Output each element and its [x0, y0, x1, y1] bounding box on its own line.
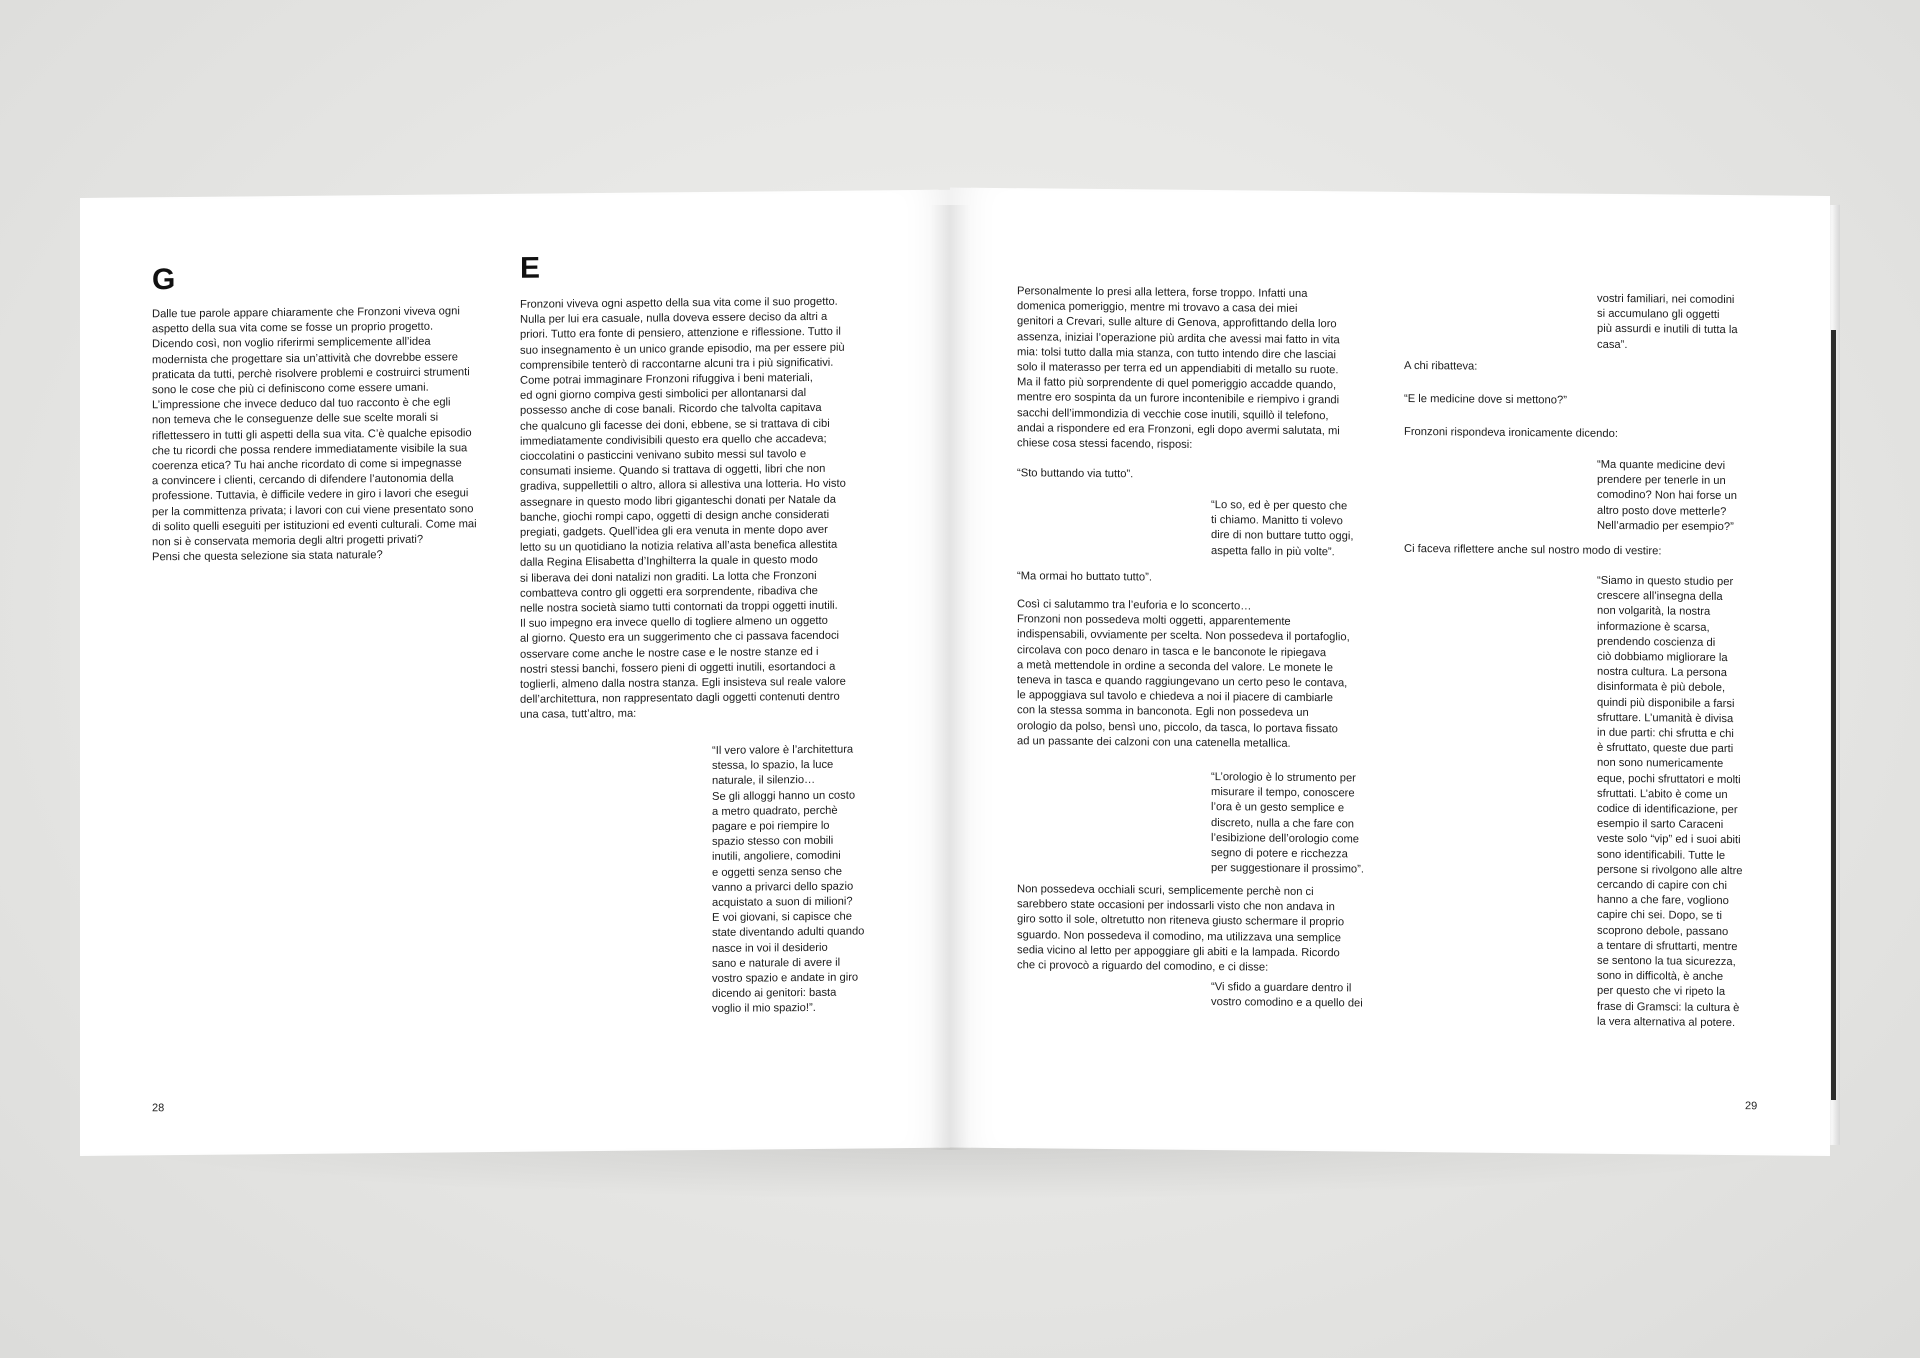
- col1-quote-3: “Vi sfido a guardare dentro il vostro comodino e a quello dei: [1211, 981, 1363, 1010]
- section-g-text: Dalle tue parole appare chiaramente che Fronzoni viveva ogni aspetto della sua vita come se fosse un proprio progetto. Dicendo così, non voglio riferirmi semplicemente all’idea modernista che progettare sia un’attività che dovrebbe essere praticata da tutti, perchè risolvere problemi e costruirci strumenti sono le cose che più ci definiscono come essere umani. L’impressione che invece deduco dal tuo racconto è che egli non temeva che le conseguenze delle sue scelte morali si riflettessero in tutti gli aspetti della sua vita. C’è qualche episodio che tu ricordi che possa rendere immediatamente visibile la sua coerenza etica? Tu hai anche ricordato di come si impegnasse a convincere i clienti, cercando di difendere l’autonomia della professione. Tuttavia, è difficile vedere in giro i lavori che esegui per la committenza privata; i lavori con cui viene presentato sono di solito quelli eseguiti per istituzioni ed eventi culturali. Come mai non si è conservata memoria degli altri progetti privati? Pensi che questa selezione sia stata naturale?: [152, 305, 477, 564]
- col2-quote-3: “Siamo in questo studio per crescere all’insegna della non volgarità, la nostra informazione è scarsa, prendendo coscienza di ciò dobbiamo migliorare la nostra cultura. La persona disinformata è più debole, quindi più disponibile a farsi sfruttare. L’umanità è divisa in due parti: chi sfrutta e chi è sfruttato, queste due parti non sono numericamente eque, pochi sfruttatori e molti sfruttati. L’abito è come un codice di identificazione, per esempio il sarto Caraceni veste solo “vip” ed i suoi abiti sono identificabili. Tutte le persone si rivolgono alle altre cercando di capire con chi hanno a che fare, vogliono capire chi sei. Dopo, se ti scoprono debole, passano a tentare di sfruttarti, mentre se sentono la tua sicurezza, sono in difficoltà, è anche per questo che vi ripeto la frase di Gramsci: la cultura è la vera alternativa al potere.: [1597, 574, 1743, 1029]
- section-initial-g: G: [152, 263, 176, 297]
- col1-quote-2: “L’orologio è lo strumento per misurare il tempo, conoscere l’ora è un gesto semplice e discreto, nulla a che fare con l’esibizione dell’orologio come segno di potere e ricchezza per suggestionare il prossimo”.: [1211, 771, 1364, 876]
- page-number-right: 29: [1745, 1100, 1758, 1113]
- cover-edge: [1831, 330, 1836, 1100]
- col1-paragraph-3: “Ma ormai ho buttato tutto”.: [1017, 570, 1152, 584]
- col1-paragraph-1: Personalmente lo presi alla lettera, forse troppo. Infatti una domenica pomeriggio, mentre mi trovavo a casa dei miei genitori a Crevari, sulle alture di Genova, approfittando della loro assenza, iniziai l’operazione più ardita che avessi mai fatto in vita mia: tolsi tutto dalla mia stanza, con tutto intendo dire che lasciai solo il materasso per terra ed un appendiabiti di metallo su ruote. Ma il fatto più sorprendente di quel pomeriggio accadde quando, mentre ero sospinta da un furore incontenibile e riempivo i grandi sacchi dell’immondizia di vecchie cose inutili, squillò il telefono, andai a rispondere ed era Fronzoni, egli dopo avermi salutata, mi chiese cosa stessi facendo, risposi:: [1017, 285, 1340, 451]
- right-page: [950, 188, 1830, 1156]
- col2-paragraph-1: A chi ribatteva:: [1404, 359, 1478, 373]
- left-page: [80, 190, 950, 1156]
- architecture-quote: “Il vero valore è l’architettura stessa, lo spazio, la luce naturale, il silenzio… Se gli alloggi hanno un costo a metro quadrato, perchè pagare e poi riempire lo spazio stesso con mobili inutili, angoliere, comodini e oggetti senza senso che vanno a privarci dello spazio acquistato a suon di milioni? E voi giovani, si capisce che state diventando adulti quando nasce in voi il desiderio sano e naturale di avere il vostro spazio e andate in giro dicendo ai genitori: basta voglio il mio spazio!”.: [712, 743, 865, 1016]
- book-gutter: [930, 205, 970, 1150]
- page-number-left: 28: [152, 1102, 165, 1115]
- col1-paragraph-4: Così ci salutammo tra l’euforia e lo sconcerto… Fronzoni non possedeva molti oggetti, apparentemente indispensabili, ovviamente per scelta. Non possedeva il portafoglio, circolava con poco denaro in tasca e le banconote le ripiegava a metà mettendole in ordine a seconda del valore. Le monete le teneva in tasca e quando raggiungevano un certo peso le contava, le appoggiava sul tavolo e chiedeva a noi il piacere di cambiarle con la stessa somma in banconota. Egli non possedeva un orologio da polso, bensì uno, piccolo, da tasca, lo portava fissato ad un passante dei calzoni con una catenella metallica.: [1017, 598, 1350, 750]
- section-e-text: Fronzoni viveva ogni aspetto della sua vita come il suo progetto. Nulla per lui era casuale, nulla doveva essere deciso da altri a priori. Tutto era fonte di pensiero, attenzione e riflessione. Tutto il suo insegnamento è un unico grande episodio, ma per essere più comprensibile tenterò di raccontarne alcuni tra i più significativi. Come potrai immaginare Fronzoni rifuggiva i beni materiali, ed ogni giorno compiva gesti simbolici per allontanarsi dal possesso anche di cose banali. Ricordo che talvolta capitava che qualcuno gli facesse dei doni, ebbene, se si trattava di cibi immediatamente condivisibili questo era quello che accadeva; cioccolatini o pasticcini venivano subito messi sul tavolo e consumati insieme. Quando si trattava di oggetti, libri che non gradiva, suppellettili o altro, allora si allestiva una lotteria. Ho visto assegnare in questo modo libri giganteschi donati per Natale da banche, giochi rompi capo, oggetti di design anche considerati pregiati, gadgets. Quell’idea gli era venuta in mente dopo aver letto su un quotidiano la notizia relativa all’asta benefica allestita dalla Regina Elisabetta d’Inghilterra la quale in questo modo si liberava dei doni natalizi non graditi. La lotta che Fronzoni combatteva contro gli oggetti era sorprendente, ribadiva che nelle nostra società siamo tutti contornati da troppi oggetti inutili. Il suo impegno era invece quello di togliere almeno un oggetto al giorno. Questo era un suggerimento che ci passava facendoci osservare come anche le nostre case e le nostre stanze ed i nostri stessi banchi, fossero pieni di oggetti inutili, esortandoci a toglierli, almeno dalla nostra stanza. Egli insisteva sul reale valore dell’architettura, non rappresentato dagli oggetti contenuti dentro una casa, tutt’altro, ma:: [520, 295, 846, 722]
- col2-paragraph-4: Ci faceva riflettere anche sul nostro modo di vestire:: [1404, 542, 1662, 558]
- col1-quote-1: “Lo so, ed è per questo che ti chiamo. Manitto ti volevo dire di non buttare tutto oggi, aspetta fallo in più volte”.: [1211, 499, 1354, 558]
- col2-paragraph-2: “E le medicine dove si mettono?”: [1404, 392, 1567, 407]
- section-initial-e: E: [520, 251, 541, 285]
- col2-quote-2: “Ma quante medicine devi prendere per tenerle in un comodino? Non hai forse un altro posto dove metterle? Nell’armadio per esempio?”: [1597, 458, 1737, 533]
- col1-paragraph-5: Non possedeva occhiali scuri, semplicemente perchè non ci sarebbero state occasioni per indossarli visto che non andava in giro sotto il sole, oltretutto non riteneva giusto schermare il proprio sguardo. Non possedeva il comodino, ma utilizzava una semplice sedia vicino al letto per appoggiare gli abiti e la lampada. Ricordo che ci provocò a riguardo del comodino, e ci disse:: [1017, 883, 1345, 974]
- col1-paragraph-2: “Sto buttando via tutto”.: [1017, 467, 1134, 481]
- col2-paragraph-3: Fronzoni rispondeva ironicamente dicendo:: [1404, 425, 1618, 440]
- col2-quote-1: vostri familiari, nei comodini si accumulano gli oggetti più assurdi e inutili di tutta la casa”.: [1597, 292, 1738, 351]
